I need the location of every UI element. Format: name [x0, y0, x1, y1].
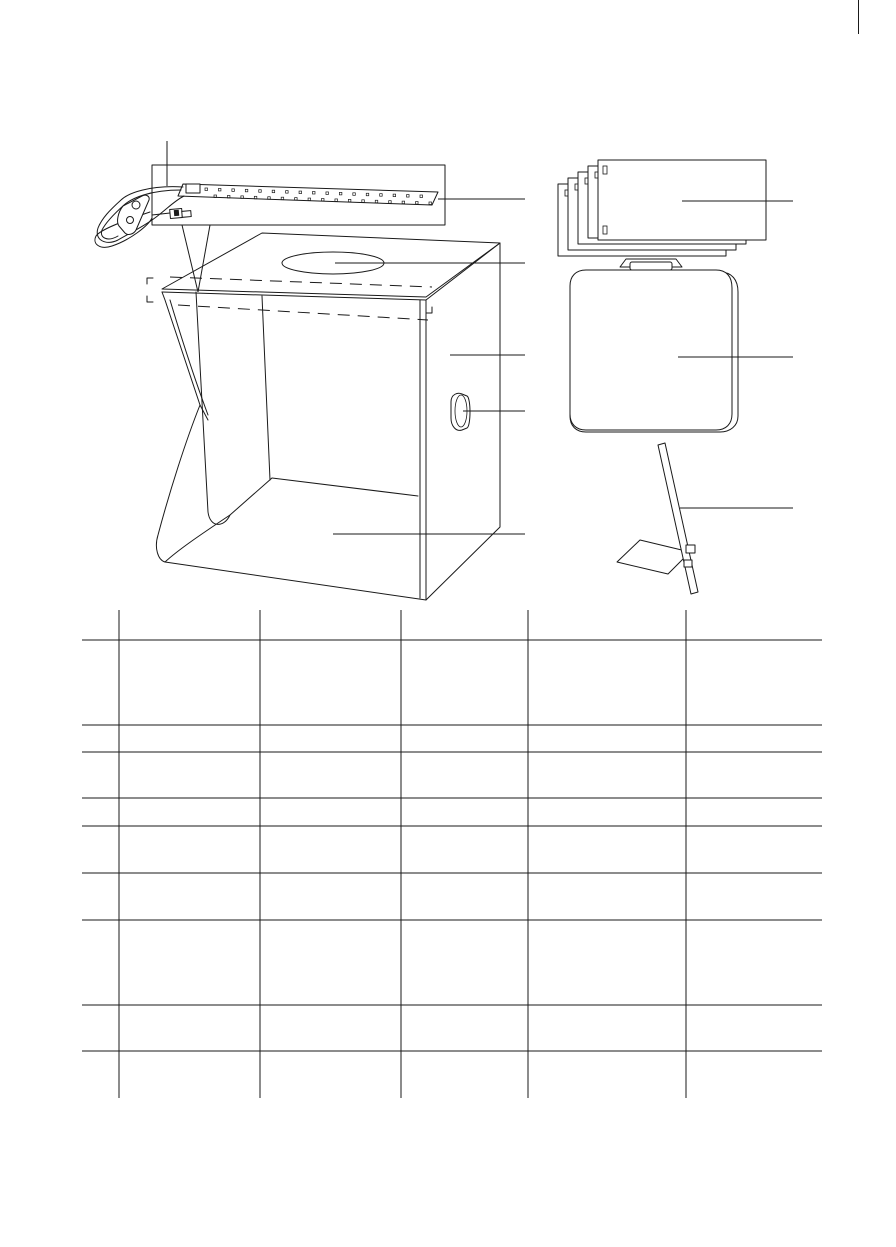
magnetic-dot — [451, 393, 470, 430]
spec-table-grid — [82, 610, 822, 1098]
spec-table — [0, 610, 896, 1110]
folding-photo-box — [147, 233, 500, 600]
product-illustration — [0, 0, 896, 610]
phone-stand — [617, 443, 698, 594]
carry-bag — [570, 259, 738, 432]
usb-cable-with-switch — [95, 187, 191, 248]
backdrop-sheets — [558, 160, 766, 256]
